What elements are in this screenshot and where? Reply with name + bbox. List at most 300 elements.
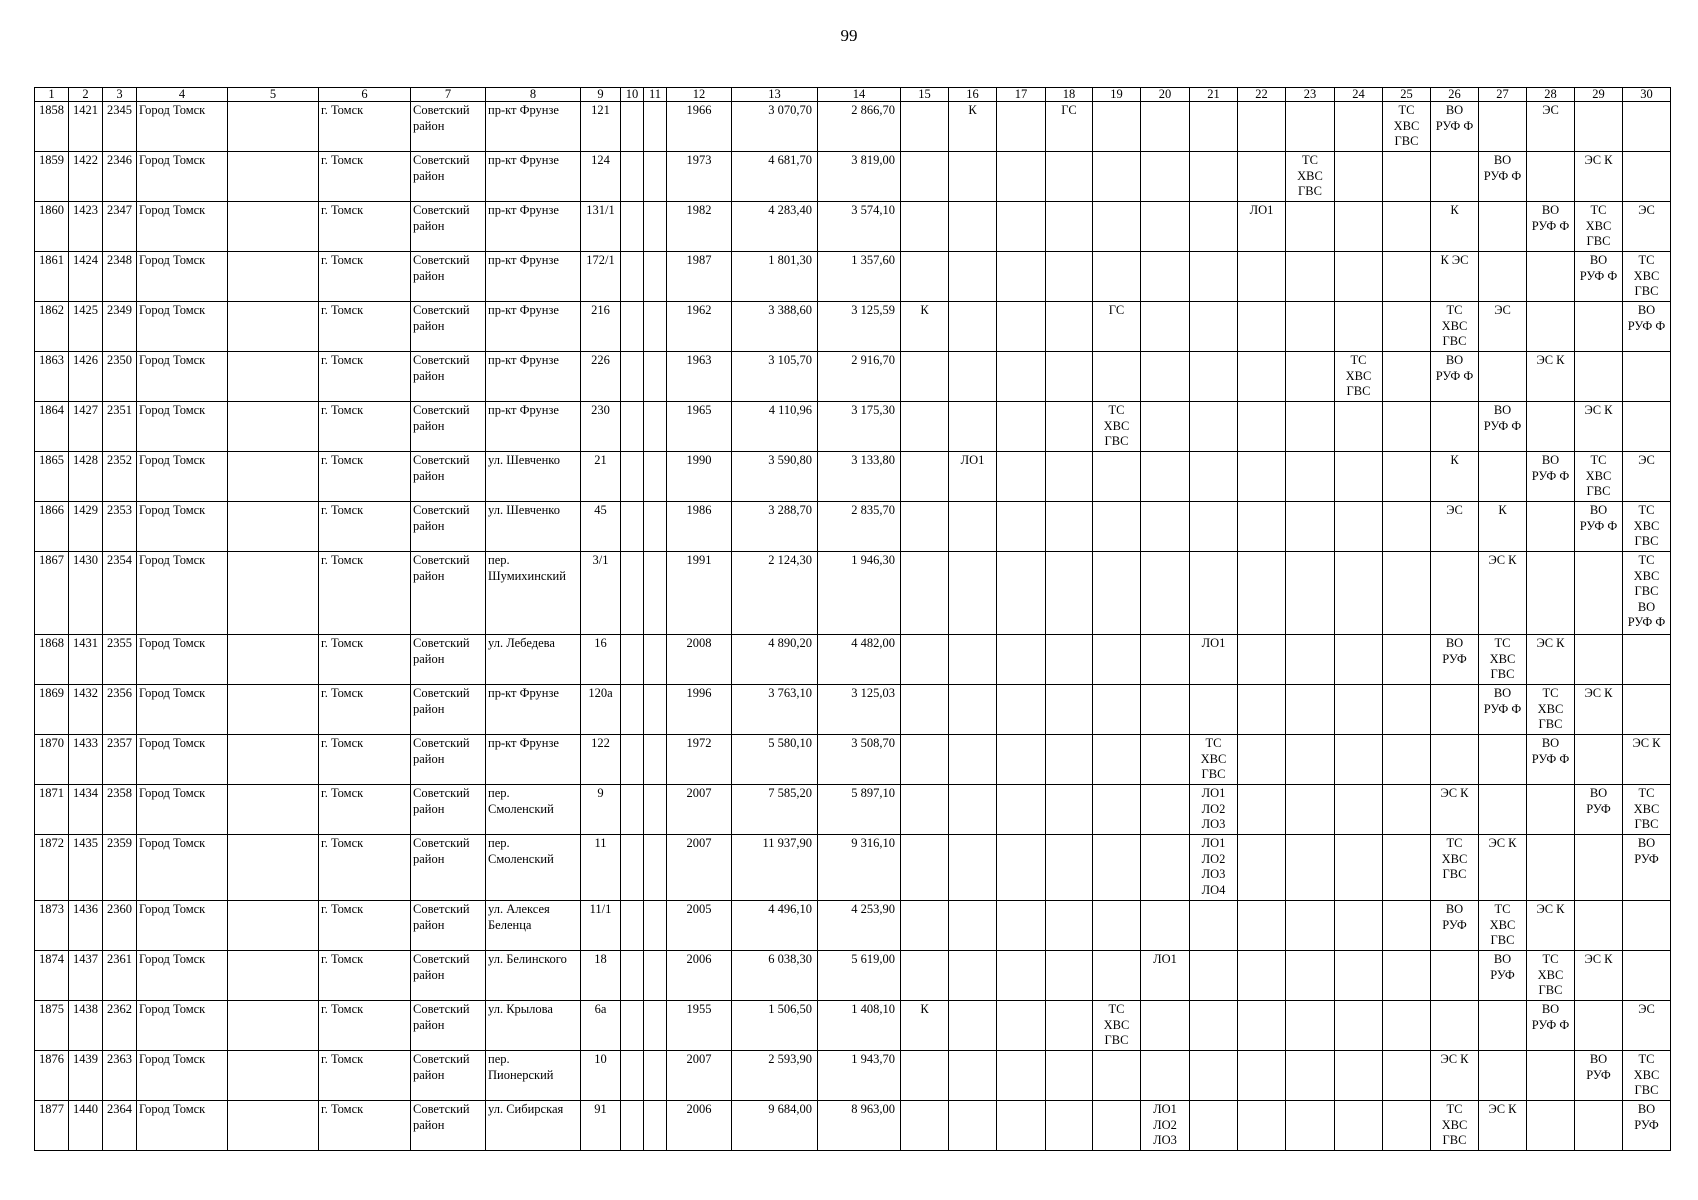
table-cell — [1093, 951, 1141, 1001]
table-cell — [1527, 302, 1575, 352]
table-cell — [621, 252, 644, 302]
table-cell — [1190, 502, 1238, 552]
table-cell — [1141, 452, 1190, 502]
table-cell — [228, 1101, 319, 1151]
table-cell — [1238, 785, 1286, 835]
table-cell — [1431, 1001, 1479, 1051]
table-cell: 3 175,30 — [818, 402, 901, 452]
table-cell — [1093, 1101, 1141, 1151]
table-cell: 1877 — [35, 1101, 69, 1151]
table-row — [35, 352, 1671, 402]
table-cell: ЭС К — [1479, 552, 1527, 635]
table-cell: 2007 — [667, 1051, 732, 1101]
table-cell — [1335, 452, 1383, 502]
table-cell — [949, 352, 997, 402]
table-cell: 1858 — [35, 102, 69, 152]
table-cell — [1335, 1051, 1383, 1101]
table-cell — [1383, 901, 1431, 951]
table-cell: 1432 — [69, 685, 103, 735]
table-cell — [644, 835, 667, 901]
table-cell — [1479, 1051, 1527, 1101]
table-cell: Советский район — [411, 402, 486, 452]
table-cell — [1335, 835, 1383, 901]
table-cell — [621, 1001, 644, 1051]
table-cell — [997, 402, 1046, 452]
table-cell: 1439 — [69, 1051, 103, 1101]
table-cell — [621, 302, 644, 352]
table-row — [35, 102, 1671, 152]
column-header: 3 — [103, 88, 137, 102]
table-cell: ВО РУФ Ф — [1431, 102, 1479, 152]
table-cell — [997, 1101, 1046, 1151]
table-cell: ЭС К — [1431, 1051, 1479, 1101]
table-cell — [901, 835, 949, 901]
table-cell — [1286, 252, 1335, 302]
table-cell: 1870 — [35, 735, 69, 785]
table-cell: ТС ХВС ГВС — [1190, 735, 1238, 785]
table-cell: 2006 — [667, 1101, 732, 1151]
table-cell — [228, 502, 319, 552]
table-cell: Советский район — [411, 202, 486, 252]
column-header: 11 — [644, 88, 667, 102]
table-cell — [997, 552, 1046, 635]
table-cell — [1431, 152, 1479, 202]
table-cell: Советский район — [411, 901, 486, 951]
table-cell: К — [901, 1001, 949, 1051]
table-cell — [949, 252, 997, 302]
table-cell — [644, 502, 667, 552]
table-cell: 4 283,40 — [732, 202, 818, 252]
table-cell — [1431, 552, 1479, 635]
table-cell: 1 357,60 — [818, 252, 901, 302]
table-cell: 1423 — [69, 202, 103, 252]
table-cell: г. Томск — [319, 685, 411, 735]
table-cell — [228, 552, 319, 635]
table-cell: 2005 — [667, 901, 732, 951]
table-cell: 3/1 — [581, 552, 621, 635]
table-cell: ТС ХВС ГВС — [1575, 202, 1623, 252]
table-cell: 3 105,70 — [732, 352, 818, 402]
table-cell — [1238, 1101, 1286, 1151]
table-cell — [621, 1101, 644, 1151]
table-cell — [949, 685, 997, 735]
table-cell: 9 — [581, 785, 621, 835]
table-cell: Город Томск — [137, 835, 228, 901]
table-cell: ЭС К — [1575, 402, 1623, 452]
table-cell: г. Томск — [319, 635, 411, 685]
table-cell — [644, 951, 667, 1001]
table-row — [35, 552, 1671, 635]
table-cell: ВО РУФ Ф — [1479, 402, 1527, 452]
table-cell — [621, 835, 644, 901]
table-cell — [1093, 252, 1141, 302]
table-cell — [1238, 735, 1286, 785]
table-cell: 3 388,60 — [732, 302, 818, 352]
table-cell: ЛО1 — [949, 452, 997, 502]
table-cell — [1190, 1051, 1238, 1101]
table-cell: 1 943,70 — [818, 1051, 901, 1101]
column-header: 7 — [411, 88, 486, 102]
table-cell — [1190, 951, 1238, 1001]
table-cell: Город Томск — [137, 252, 228, 302]
table-cell — [644, 1001, 667, 1051]
table-cell: г. Томск — [319, 901, 411, 951]
table-cell — [1190, 552, 1238, 635]
table-row — [35, 635, 1671, 685]
table-cell: 1 801,30 — [732, 252, 818, 302]
table-cell: ВО РУФ — [1575, 1051, 1623, 1101]
table-cell — [1141, 402, 1190, 452]
table-cell — [644, 302, 667, 352]
table-cell — [1238, 635, 1286, 685]
table-cell: Советский район — [411, 635, 486, 685]
table-cell: 1427 — [69, 402, 103, 452]
table-cell: 9 316,10 — [818, 835, 901, 901]
table-cell: 2363 — [103, 1051, 137, 1101]
table-cell — [1046, 685, 1093, 735]
table-cell: Город Томск — [137, 452, 228, 502]
table-cell: 2351 — [103, 402, 137, 452]
table-cell — [1141, 635, 1190, 685]
table-cell: г. Томск — [319, 1101, 411, 1151]
table-cell — [1383, 635, 1431, 685]
table-cell — [1190, 901, 1238, 951]
table-cell: 1865 — [35, 452, 69, 502]
table-cell — [1141, 735, 1190, 785]
table-cell: 1421 — [69, 102, 103, 152]
table-cell: 2364 — [103, 1101, 137, 1151]
column-header: 9 — [581, 88, 621, 102]
table-cell — [621, 452, 644, 502]
column-header: 8 — [486, 88, 581, 102]
table-cell: 5 619,00 — [818, 951, 901, 1001]
table-cell — [1238, 1001, 1286, 1051]
table-cell: ул. Шевченко — [486, 502, 581, 552]
table-cell — [1623, 635, 1671, 685]
table-cell: пр-кт Фрунзе — [486, 302, 581, 352]
column-header: 25 — [1383, 88, 1431, 102]
table-cell — [1046, 552, 1093, 635]
table-cell — [228, 735, 319, 785]
table-row — [35, 901, 1671, 951]
table-cell — [997, 685, 1046, 735]
table-cell: ВО РУФ Ф — [1527, 452, 1575, 502]
table-cell — [1190, 202, 1238, 252]
table-cell: ЛО1 ЛО2 ЛО3 ЛО4 — [1190, 835, 1238, 901]
table-cell — [1141, 252, 1190, 302]
table-cell — [949, 502, 997, 552]
table-cell: пр-кт Фрунзе — [486, 735, 581, 785]
table-cell: К — [949, 102, 997, 152]
table-cell — [1527, 402, 1575, 452]
table-cell: 1863 — [35, 352, 69, 402]
table-cell — [1141, 685, 1190, 735]
table-cell: пр-кт Фрунзе — [486, 102, 581, 152]
table-cell: 172/1 — [581, 252, 621, 302]
table-cell: ЭС К — [1431, 785, 1479, 835]
table-cell — [621, 202, 644, 252]
table-cell: 1872 — [35, 835, 69, 901]
table-cell: Город Томск — [137, 1051, 228, 1101]
table-cell — [997, 835, 1046, 901]
table-cell — [228, 452, 319, 502]
table-cell — [1623, 102, 1671, 152]
column-header: 29 — [1575, 88, 1623, 102]
table-cell: ВО РУФ — [1479, 951, 1527, 1001]
table-cell — [228, 152, 319, 202]
table-cell — [1335, 502, 1383, 552]
table-cell — [228, 1001, 319, 1051]
table-cell — [621, 635, 644, 685]
table-cell: г. Томск — [319, 152, 411, 202]
table-cell: ТС ХВС ГВС — [1431, 302, 1479, 352]
column-header: 14 — [818, 88, 901, 102]
table-cell — [1046, 402, 1093, 452]
table-cell — [644, 785, 667, 835]
table-cell — [1623, 901, 1671, 951]
table-cell: 2357 — [103, 735, 137, 785]
table-cell: 2355 — [103, 635, 137, 685]
table-cell — [1093, 685, 1141, 735]
register-table — [34, 87, 1671, 1151]
table-cell: Советский район — [411, 552, 486, 635]
table-cell — [949, 202, 997, 252]
table-cell: г. Томск — [319, 302, 411, 352]
table-cell — [228, 352, 319, 402]
table-cell: Город Томск — [137, 502, 228, 552]
table-cell — [1383, 735, 1431, 785]
table-cell: ТС ХВС ГВС — [1479, 635, 1527, 685]
table-cell — [1286, 835, 1335, 901]
table-cell — [1238, 352, 1286, 402]
table-cell: Советский район — [411, 951, 486, 1001]
table-cell — [901, 901, 949, 951]
table-cell — [949, 402, 997, 452]
table-cell: Город Томск — [137, 785, 228, 835]
table-cell — [1575, 835, 1623, 901]
table-cell: ЭС К — [1527, 635, 1575, 685]
table-cell — [997, 785, 1046, 835]
table-cell — [1190, 402, 1238, 452]
table-cell: 2360 — [103, 901, 137, 951]
table-cell: Советский район — [411, 835, 486, 901]
table-cell — [1286, 735, 1335, 785]
table-cell: ГС — [1093, 302, 1141, 352]
table-cell: Город Томск — [137, 202, 228, 252]
table-cell: 2352 — [103, 452, 137, 502]
table-cell — [1046, 1001, 1093, 1051]
table-cell — [621, 951, 644, 1001]
table-cell: 3 819,00 — [818, 152, 901, 202]
table-cell — [1286, 785, 1335, 835]
table-row — [35, 502, 1671, 552]
column-header: 12 — [667, 88, 732, 102]
table-cell — [1046, 1051, 1093, 1101]
table-cell: ВО РУФ — [1575, 785, 1623, 835]
table-cell — [997, 951, 1046, 1001]
table-cell — [901, 635, 949, 685]
column-header: 22 — [1238, 88, 1286, 102]
table-cell: 2350 — [103, 352, 137, 402]
table-cell: ул. Алексея Беленца — [486, 901, 581, 951]
table-cell: 4 482,00 — [818, 635, 901, 685]
table-cell: Город Томск — [137, 735, 228, 785]
table-cell — [949, 552, 997, 635]
table-body — [35, 102, 1671, 1151]
table-cell — [1093, 785, 1141, 835]
table-cell — [997, 252, 1046, 302]
table-cell — [1286, 635, 1335, 685]
table-cell — [1383, 1001, 1431, 1051]
table-cell: Город Томск — [137, 152, 228, 202]
table-cell: ЛО1 — [1238, 202, 1286, 252]
table-cell: г. Томск — [319, 502, 411, 552]
table-cell: К — [1479, 502, 1527, 552]
table-cell — [1527, 552, 1575, 635]
table-cell — [621, 685, 644, 735]
table-cell — [644, 735, 667, 785]
table-cell — [1479, 1001, 1527, 1051]
table-cell — [1093, 452, 1141, 502]
table-cell — [644, 901, 667, 951]
table-cell: ТС ХВС ГВС ВО РУФ Ф — [1623, 552, 1671, 635]
table-cell — [1238, 152, 1286, 202]
table-cell: г. Томск — [319, 951, 411, 1001]
table-cell — [1383, 402, 1431, 452]
table-cell — [644, 252, 667, 302]
table-cell — [1190, 102, 1238, 152]
column-header: 4 — [137, 88, 228, 102]
table-cell — [1286, 685, 1335, 735]
table-row — [35, 302, 1671, 352]
table-cell — [1383, 1051, 1431, 1101]
table-cell — [1141, 352, 1190, 402]
table-cell — [1141, 835, 1190, 901]
table-cell — [949, 735, 997, 785]
table-cell: г. Томск — [319, 785, 411, 835]
table-cell — [1431, 735, 1479, 785]
table-cell: ТС ХВС ГВС — [1383, 102, 1431, 152]
table-cell — [997, 1001, 1046, 1051]
table-cell — [1238, 835, 1286, 901]
table-cell — [1623, 352, 1671, 402]
table-cell — [1190, 1101, 1238, 1151]
table-cell — [1527, 835, 1575, 901]
table-cell: 11 — [581, 835, 621, 901]
page-number: 99 — [840, 26, 858, 45]
table-cell: ВО РУФ Ф — [1479, 152, 1527, 202]
table-cell — [1383, 252, 1431, 302]
table-cell — [644, 352, 667, 402]
table-cell: 2007 — [667, 835, 732, 901]
table-cell — [949, 635, 997, 685]
table-cell: 1973 — [667, 152, 732, 202]
table-cell: пер. Смоленский — [486, 835, 581, 901]
table-cell: 1860 — [35, 202, 69, 252]
table-cell — [1286, 502, 1335, 552]
table-cell — [901, 735, 949, 785]
table-cell — [1286, 901, 1335, 951]
table-cell: 4 253,90 — [818, 901, 901, 951]
table-cell — [644, 452, 667, 502]
table-cell — [997, 1051, 1046, 1101]
table-cell: ЭС К — [1575, 152, 1623, 202]
table-cell: 2348 — [103, 252, 137, 302]
table-cell: ул. Белинского — [486, 951, 581, 1001]
table-cell: 3 125,03 — [818, 685, 901, 735]
table-cell: г. Томск — [319, 202, 411, 252]
table-cell: 9 684,00 — [732, 1101, 818, 1151]
table-cell: 2007 — [667, 785, 732, 835]
table-cell: ЛО1 ЛО2 ЛО3 — [1141, 1101, 1190, 1151]
table-cell — [1575, 635, 1623, 685]
column-header: 5 — [228, 88, 319, 102]
table-cell: 2 866,70 — [818, 102, 901, 152]
table-cell: г. Томск — [319, 452, 411, 502]
table-cell — [1383, 835, 1431, 901]
table-cell: 1 946,30 — [818, 552, 901, 635]
table-cell: ТС ХВС ГВС — [1431, 835, 1479, 901]
table-cell — [621, 102, 644, 152]
table-cell — [1093, 102, 1141, 152]
table-cell — [228, 901, 319, 951]
table-cell — [949, 1001, 997, 1051]
table-cell — [644, 402, 667, 452]
table-cell — [901, 352, 949, 402]
table-cell: пр-кт Фрунзе — [486, 152, 581, 202]
table-cell: Советский район — [411, 152, 486, 202]
table-cell — [997, 102, 1046, 152]
table-cell: 3 070,70 — [732, 102, 818, 152]
table-cell — [901, 951, 949, 1001]
table-row — [35, 1001, 1671, 1051]
table-cell: 1428 — [69, 452, 103, 502]
table-cell: 1963 — [667, 352, 732, 402]
table-cell — [1431, 951, 1479, 1001]
table-cell: ТС ХВС ГВС — [1623, 785, 1671, 835]
column-header: 10 — [621, 88, 644, 102]
table-cell — [1046, 202, 1093, 252]
table-cell — [997, 502, 1046, 552]
table-cell — [901, 102, 949, 152]
table-cell: 2 593,90 — [732, 1051, 818, 1101]
table-cell: Советский район — [411, 685, 486, 735]
table-cell: г. Томск — [319, 102, 411, 152]
table-cell — [1527, 152, 1575, 202]
table-cell — [644, 1101, 667, 1151]
table-row — [35, 835, 1671, 901]
table-cell — [1383, 1101, 1431, 1151]
table-cell — [1383, 202, 1431, 252]
column-header: 13 — [732, 88, 818, 102]
table-cell — [1383, 352, 1431, 402]
table-cell: 2361 — [103, 951, 137, 1001]
table-cell: ЭС — [1527, 102, 1575, 152]
table-cell: пр-кт Фрунзе — [486, 352, 581, 402]
table-cell — [1286, 951, 1335, 1001]
table-cell: ЭС К — [1575, 685, 1623, 735]
table-cell: ЛО1 ЛО2 ЛО3 — [1190, 785, 1238, 835]
table-cell — [1286, 1051, 1335, 1101]
table-cell — [1141, 901, 1190, 951]
table-cell — [644, 102, 667, 152]
table-cell — [1479, 352, 1527, 402]
table-cell — [1335, 1001, 1383, 1051]
table-cell: ВО РУФ Ф — [1479, 685, 1527, 735]
table-cell: 1436 — [69, 901, 103, 951]
table-cell: 1972 — [667, 735, 732, 785]
table-cell: Город Томск — [137, 302, 228, 352]
